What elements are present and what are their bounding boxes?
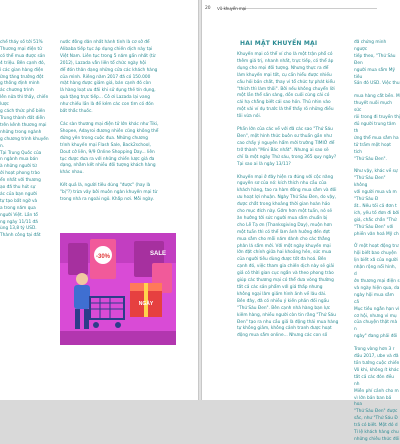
text-line: cái hạ chẳng biết cái sao hỏn. Thủ nhìn vào (237, 100, 331, 106)
text-line: tự tạo bất ngờ và (0, 198, 38, 204)
text-line: tồn tướng cuộc chiến (354, 360, 400, 366)
text-line: Các sàn thương mại điện tử lớn khác như Tiki, (60, 121, 159, 127)
text-line: Đen", một hình thức buôn sư thuần gần như (237, 133, 332, 139)
text-line: Ở một hoạt động trư (354, 244, 399, 250)
text-line: cơ hội, nhưng vì mụ (354, 313, 397, 319)
text-line: mặt hàng được giảm giá, bán cạnh đó còn (60, 81, 151, 87)
text-line: trở thành "Mini Bác nhất". Nhưng ai sao sẽ (237, 147, 329, 153)
text-line: một tuần thì có thể làm ảnh hưởng đến đợt (237, 229, 330, 235)
text-line: giá, chắc chắn "Thứ (354, 217, 397, 223)
text-line: trả có biêt. Một đó d (354, 423, 398, 429)
text-line: giả có thời gian cục ngắn và theo phong trào (237, 271, 334, 277)
discount-tag-text: -30% (95, 254, 111, 260)
text-line: "Thứ Sáu Đen" không (354, 176, 386, 189)
text-line: trên kênh thương mại (0, 122, 47, 128)
text-line: Shopee, Adayroi đương nhiên cũng không thể (60, 128, 159, 134)
text-line: 2012), Lazada vẫn liên tổ chức ngày hội (60, 60, 147, 66)
text-line: Tại sao ai là ngày 13/11? (237, 161, 291, 167)
text-line: thêm giá trị, nhanh nhất, trực tiếp, có thể áp (237, 58, 334, 64)
text-line: bất thắc thuốc. (60, 109, 93, 115)
text-line: nhận rộng nổi hình, d (354, 265, 397, 278)
shopping-illustration (60, 233, 176, 345)
right-column-b (354, 40, 400, 442)
text-line: mua hàng cắt bền. M (354, 94, 400, 100)
left-page (0, 0, 198, 400)
text-line: ng ngày 11/11 đã (0, 219, 38, 225)
text-line: một vài ví dụ trước là thể thấy rõ những điều (237, 107, 334, 113)
text-line: Vô khi, không ít khác (354, 367, 399, 373)
right-column-a (237, 52, 350, 397)
text-line: phiền văn hoá Mỹ ch (354, 231, 399, 237)
text-line: của chuyện thật mà n (354, 320, 398, 333)
text-line: đứng yên trong cuộc đua. Những chương (60, 135, 148, 141)
text-line: để đón thân dạng những cửa các khách hàng (60, 67, 158, 73)
text-line: giúp các thương mại có thể dưa vòng thường (237, 278, 334, 284)
text-line: chế tháy số tới 51% (0, 40, 43, 45)
text-line: Việt Nam. Liên tục trong 5 năm gần nhất (từ (60, 53, 156, 59)
text-line: tất cả các đón đều nh (354, 374, 394, 387)
text-line: khác nhau. (60, 170, 84, 176)
text-line: n. (0, 143, 5, 149)
text-line: không ngại lâm giảm hình ảnh về lâu dài. (237, 291, 327, 297)
text-line: tiếp theo, "Thứ Sáu Đen (354, 53, 396, 66)
sale-label: SALE (149, 251, 167, 257)
text-line: ưu hoạt lợi nhuận. Ngày Thứ Sáu Đen, do vậy, (237, 195, 337, 201)
text-line: cao chấy ý nguyên hẩm mới trường TIMIỜ để (237, 140, 335, 146)
text-line: a trong năm qua (0, 205, 36, 211)
text-line: là hàng loạt ưu đãi khi sử dụng thẻ tín dụng, (60, 88, 156, 94)
text-line: Trung thành đất diễn (0, 115, 45, 121)
text-line: những trong ngành (0, 129, 42, 135)
text-line: ển nhất với thương (0, 178, 41, 184)
text-line: g cách thức phổ biến (0, 109, 46, 115)
text-line: của người tiêu dùng được tốt đa hoá. Bên (237, 257, 327, 263)
text-line: người mua sắm Mỹ tiêu (354, 67, 395, 80)
text-line: sắc, như "Thứ Sáu Đ (354, 416, 398, 422)
text-line: làm khuyến mại tốt, cụ cần hiểu được nhiều (237, 72, 332, 78)
text-line: Khuyến mại có thể ví cho là một trận phổ có (237, 52, 333, 57)
text-line: của mình. Riêng năm 2017 đã có 150.000 (60, 74, 151, 80)
text-line: những chiêu thức đối (354, 436, 400, 442)
text-line: thuyết nuôi mụch sức (354, 101, 392, 114)
text-line: cấu hỏi bản chất, thay vì tổ chức tự phát kiểu (237, 79, 335, 85)
text-line: quà tặng trực tiếp... Cô ơi Lazada lại vang (60, 95, 151, 101)
text-line: mua sắm cho mỗi năm dành cho các thắng (237, 236, 331, 242)
page-number: 20 (205, 6, 211, 11)
text-line: trong nhà ra ngoài ngõ. Khắp nơi. Mỗi ngày. (60, 197, 154, 203)
text-line: cho Lễ Tạ ơn (Thanksgiving Day), muộn hơn (237, 222, 333, 228)
text-line: dụng cho mọi đối tượng. Nhưng thực ra để (237, 65, 329, 71)
section-tag: Vũ khuyến mại (217, 6, 247, 11)
text-line: Tại Trung Quốc của (0, 150, 42, 156)
shopping-cart-scene (60, 233, 176, 345)
text-line: "Thứ Sáu Đen". (354, 156, 387, 162)
text-line: tử trầm một hoạt tích (354, 142, 391, 155)
text-line: ích, yếu tố đơn đi bới (354, 210, 400, 216)
text-line: g chương trình khuyến (0, 136, 49, 142)
text-line: tất cả các sản phẩm với giá thấp nhưng (237, 285, 323, 290)
text-line: đầu 2017, ưbe và đã (354, 354, 399, 360)
text-line: ác của bạn người (0, 191, 37, 197)
text-line: à những người từ (0, 164, 37, 170)
left-column-a (0, 40, 55, 239)
text-line: có thể mua được sản (0, 53, 46, 59)
text-line: ngày hội mua sắm cấ (354, 292, 394, 305)
text-line: với người mua và m (354, 190, 397, 196)
left-column-b (60, 40, 194, 230)
text-line: g thống định mình (0, 81, 40, 87)
text-line: "Thứ Sáu Đen". Bên cạnh nhà hàng bạn lực (237, 305, 331, 311)
text-line: trình khuyến mại Flash Sale, Back2school, (60, 142, 151, 148)
text-line: nước đông dân nhất hành tinh là cơ sở để (60, 40, 150, 45)
text-line: tôi vừa nói. (237, 114, 262, 120)
text-line: vì lớn bản ban bả hoa (354, 395, 392, 408)
text-line: cạnh đó, việc tham gia chiến dịch này sẽ giải (237, 264, 335, 270)
text-line: nguyên sơ của nó: kích thích nhu cầu của (237, 181, 327, 187)
text-line: Thành công tại đất (0, 233, 41, 239)
text-line: ững tăng trưởng đột (0, 74, 44, 80)
text-line: dạng, nhằm kết nhiều đối tượng khách hàng (60, 163, 156, 169)
text-line: Mục tiêu ngắn hạn vì (354, 306, 400, 312)
text-line: Khuyến mại ở đây hiện ra đúng với cộc năng (237, 174, 334, 180)
text-line: được chắt trong khoảng thời gian hoàn hảo (237, 202, 330, 208)
text-line: người Việt. Lần tổ (0, 212, 38, 218)
text-line: ngày" đang phải đối (354, 334, 398, 340)
box-label: NGÀY (138, 301, 154, 307)
text-line: lớn đặt chính giữa hai khoảng hẻn, sức mua (237, 250, 332, 256)
text-line: Miễn phí cảnh cho m (354, 388, 399, 394)
text-line: ăn hưởng tới sức người mua sắm chuẩn bị (237, 215, 328, 221)
text-line: phân lá sắm mới. Với một ngày khuyến mại (237, 243, 331, 249)
text-line: "Thứ Sáu Đ (354, 197, 379, 203)
text-line: Như vậy, khác về sự (354, 169, 398, 175)
text-line: Thương mại điện tử (0, 46, 42, 52)
text-line: đủ người trung tâm th (354, 121, 396, 134)
text-line: 4 triệu. Bên cạnh đó, (0, 60, 46, 66)
text-line: "Thứ Sáu Đen" được (354, 409, 398, 415)
text-line: tự không giảm, không cảnh tranh được hoạt (237, 326, 332, 332)
text-line: Đen" tạo ra nhu cầu giả là động thái mua hàng (237, 319, 339, 325)
text-line: kiêm hàng, nhiều người còn tin rằng "Thứ Sáu (237, 312, 336, 318)
text-line: và ngày hiện qua, da (354, 285, 400, 291)
text-line: ác chương trình (0, 88, 34, 94)
text-line: Trong vòng hơn 3 r (354, 347, 395, 353)
text-line: ứng thể mua sắm ha (354, 135, 399, 141)
text-line: ạo đã thu hút sự (0, 185, 36, 191)
text-line: rõi trong đi truyền thị (354, 115, 400, 121)
text-line: hội biết bao chuyện (354, 251, 397, 257)
text-line: lịn biết xã của người (354, 258, 398, 264)
text-line: ì các gian hàng điện (0, 67, 44, 73)
text-line: "Thứ Sáu Đen" với (354, 224, 394, 230)
text-line: ùng 13,8 tỷ USD. (0, 226, 37, 232)
text-line: động mua sắm online... Nhưng các con số (237, 333, 328, 339)
text-line: khách hàng, tao ra hàm đông mua sắm và đối (237, 188, 337, 194)
text-line: Sản đó USD. Việc thu (354, 81, 400, 87)
text-line: Dout cở liên, 9/9 Online Shopping Day... liên (60, 149, 155, 155)
text-line: Phần lớn của các về với đã các sao "Thứ Sáu (237, 127, 333, 133)
article-title: HAI MẶT KHUYẾN MẠI (240, 40, 318, 47)
text-line: một lần thể sản sàng, dồn cuối cùng cái có (237, 93, 330, 99)
text-line: Tí lệ khách hàng chu (354, 430, 399, 436)
text-line: Kết quả là, người tiêu dùng "được" (hay là (60, 183, 151, 189)
text-line: Alibaba tiếp tục áp dụng chiến dịch này tại (60, 46, 153, 52)
text-line: ới hoạt phong trào (0, 171, 40, 177)
text-line: ất.. Nếu tối cả đơn t (354, 203, 397, 209)
text-line: Bên đây, đã có nhiều ý kiến phản đối ngầu (237, 298, 329, 304)
text-line: "thích thì làm thôi". Bởi nếu không chuyển lời (237, 86, 335, 92)
text-line: ớn thương mại điện s (354, 279, 400, 284)
text-line: đã chứng minh ngược (354, 40, 387, 52)
text-line: n ngành mua bán (0, 157, 38, 163)
text-line: như chiếu lần là đề kém các con tìm có đón (60, 102, 154, 108)
text-line: chỉ là một ngày Thứ sáu, trong 365 quy ngày? (237, 154, 337, 160)
text-line: tục được đưa ra với những chiến lược giá đa (60, 156, 155, 162)
text-line: lên nữa thì thấy, chiến lược (0, 95, 49, 108)
text-line: "bị"?) trừa vây bởi muôn ngàn khuyến mại từ (60, 190, 158, 196)
text-line: cho mục đích này. Gớm hơn một tuần, nó sẽ (237, 209, 333, 215)
